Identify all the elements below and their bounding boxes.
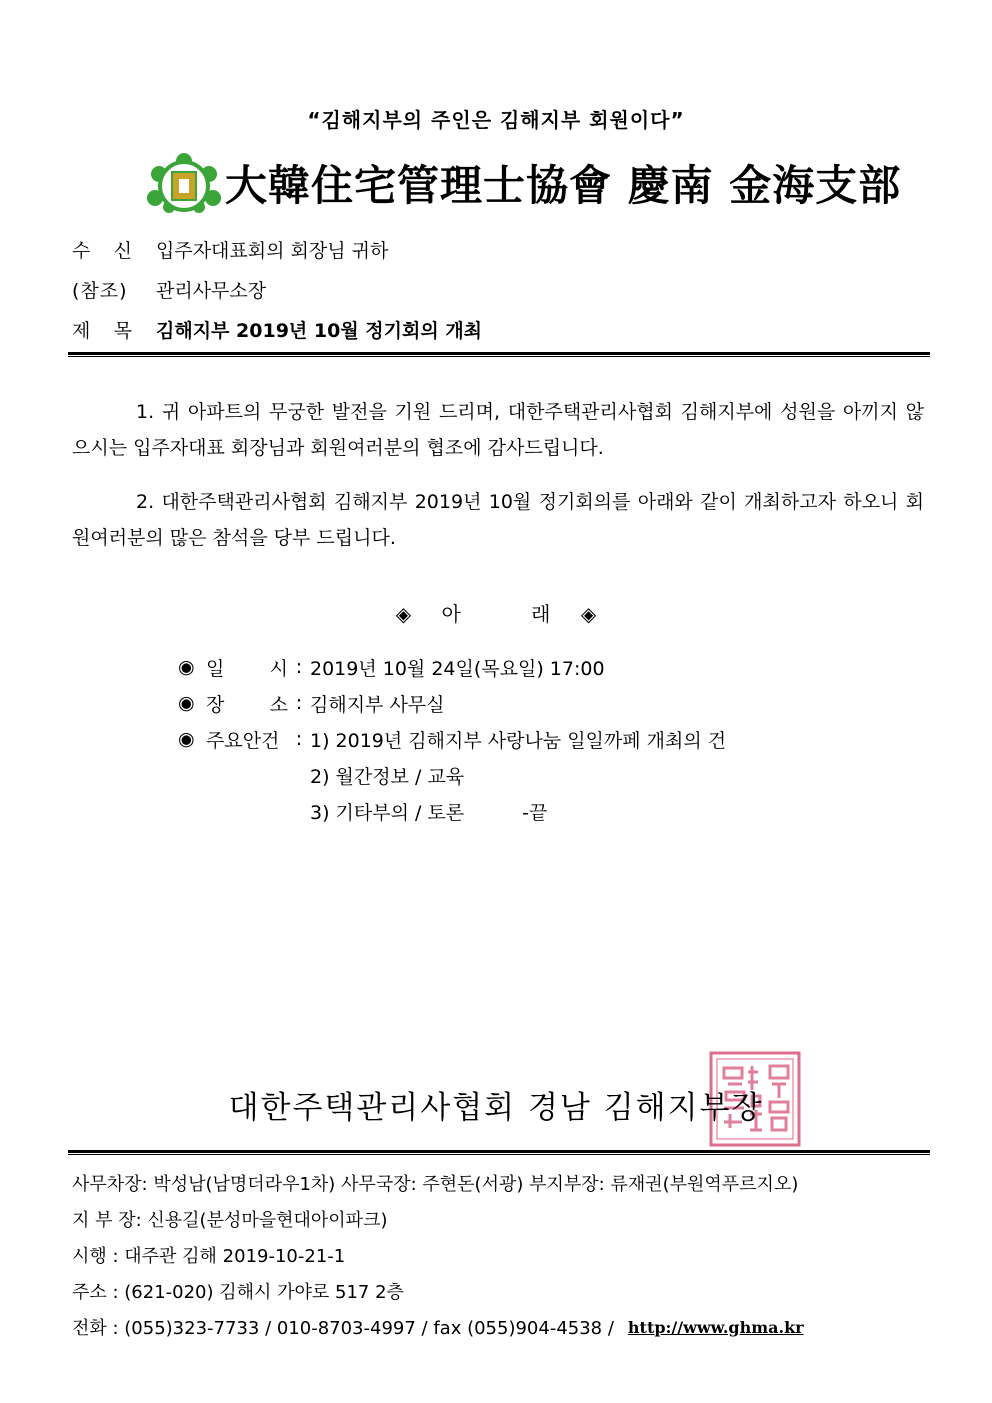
- detail-date: ◉ 일 시 : 2019년 10월 24일(목요일) 17:00: [178, 650, 605, 684]
- agenda-item: 1) 2019년 김해지부 사랑나눔 일일까페 개최의 건: [310, 729, 727, 752]
- subject-label-char: 목: [113, 320, 132, 342]
- date-value: 2019년 10월 24일(목요일) 17:00: [310, 657, 605, 680]
- subject-label: [72, 316, 132, 343]
- diamond-icon: ◈: [395, 602, 412, 626]
- end-mark: -끝: [522, 801, 548, 824]
- reference-label: (참조): [72, 280, 128, 302]
- footer-document-number: 시행 : 대주관 김해 2019-10-21-1: [72, 1246, 346, 1267]
- place-label-char: 소: [269, 693, 288, 716]
- contact-text: 전화 : (055)323-7733 / 010-8703-4997 / fax (055)904-4538 /: [72, 1318, 614, 1339]
- notice-heading-left: 아: [441, 602, 461, 626]
- header-divider: [68, 352, 930, 357]
- association-logo-icon: [145, 152, 223, 214]
- agenda-item-text: 2) 월간정보 / 교육: [310, 765, 465, 788]
- recipient-label-char: 수: [72, 240, 91, 262]
- detail-place: ◉ 장 소 : 김해지부 사무실: [178, 686, 445, 720]
- subject-row: [72, 316, 482, 343]
- agenda-item: [310, 794, 547, 828]
- agenda-label: 주요안건: [206, 729, 280, 752]
- reference-value: 관리사무소장: [156, 280, 267, 302]
- agenda-item: [310, 758, 464, 792]
- organization-title: 大韓住宅管理士協會 慶南 金海支部: [225, 161, 902, 210]
- detail-agenda: ◉ 주요안건 : 1) 2019년 김해지부 사랑나눔 일일까페 개최의 건: [178, 722, 726, 756]
- body-paragraph-2: [72, 484, 924, 556]
- subject-value: 김해지부 2019년 10월 정기회의 개최: [156, 320, 483, 342]
- date-label-char: 일: [206, 657, 225, 680]
- website-link[interactable]: http://www.ghma.kr: [627, 1317, 804, 1337]
- place-value: 김해지부 사무실: [310, 693, 445, 716]
- date-label-char: 시: [269, 657, 288, 680]
- diamond-icon: ◈: [580, 602, 597, 626]
- footer-address: 주소 : (621-020) 김해시 가야로 517 2층: [72, 1282, 404, 1303]
- place-label-char: 장: [206, 693, 225, 716]
- footer-contact: [72, 1310, 804, 1344]
- footer-branch-head: 지 부 장: 신용길(분성마을현대아이파크): [72, 1210, 388, 1231]
- reference-row: [72, 276, 266, 303]
- paragraph-text: 1. 귀 아파트의 무궁한 발전을 기원 드리며, 대한주택관리사협회 김해지부에 성원을 아끼지 않으시는 입주자대표 회장님과 회원여러분의 협조에 감사드립니다.: [72, 401, 924, 459]
- footer-staff: 사무차장: 박성남(남명더라우1차) 사무국장: 주현돈(서광) 부지부장: 류재권(부원역푸르지오): [72, 1174, 799, 1195]
- place-label: [206, 690, 288, 717]
- recipient-label: [72, 236, 132, 263]
- recipient-row: [72, 236, 388, 263]
- recipient-value: 입주자대표회의 회장님 귀하: [156, 240, 389, 262]
- subject-label-char: 제: [72, 320, 91, 342]
- bullet-icon: ◉: [178, 728, 195, 750]
- paragraph-text: 2. 대한주택관리사협회 김해지부 2019년 10월 정기회의를 아래와 같이 개최하고자 하오니 회원여러분의 많은 참석을 당부 드립니다.: [72, 491, 924, 549]
- footer-divider: [68, 1150, 930, 1155]
- notice-heading-right: 래: [531, 602, 551, 626]
- bullet-icon: ◉: [178, 656, 195, 678]
- signature-line: 대한주택관리사협회 경남 김해지부장: [228, 1090, 764, 1126]
- bullet-icon: ◉: [178, 692, 195, 714]
- agenda-item-text: 3) 기타부의 / 토론: [310, 801, 465, 824]
- body-paragraph-1: [72, 394, 924, 466]
- recipient-label-char: 신: [113, 240, 132, 262]
- notice-heading: [0, 598, 992, 627]
- date-label: [206, 654, 288, 681]
- letterhead: [145, 148, 901, 218]
- slogan: “김해지부의 주인은 김해지부 회원이다”: [307, 108, 685, 132]
